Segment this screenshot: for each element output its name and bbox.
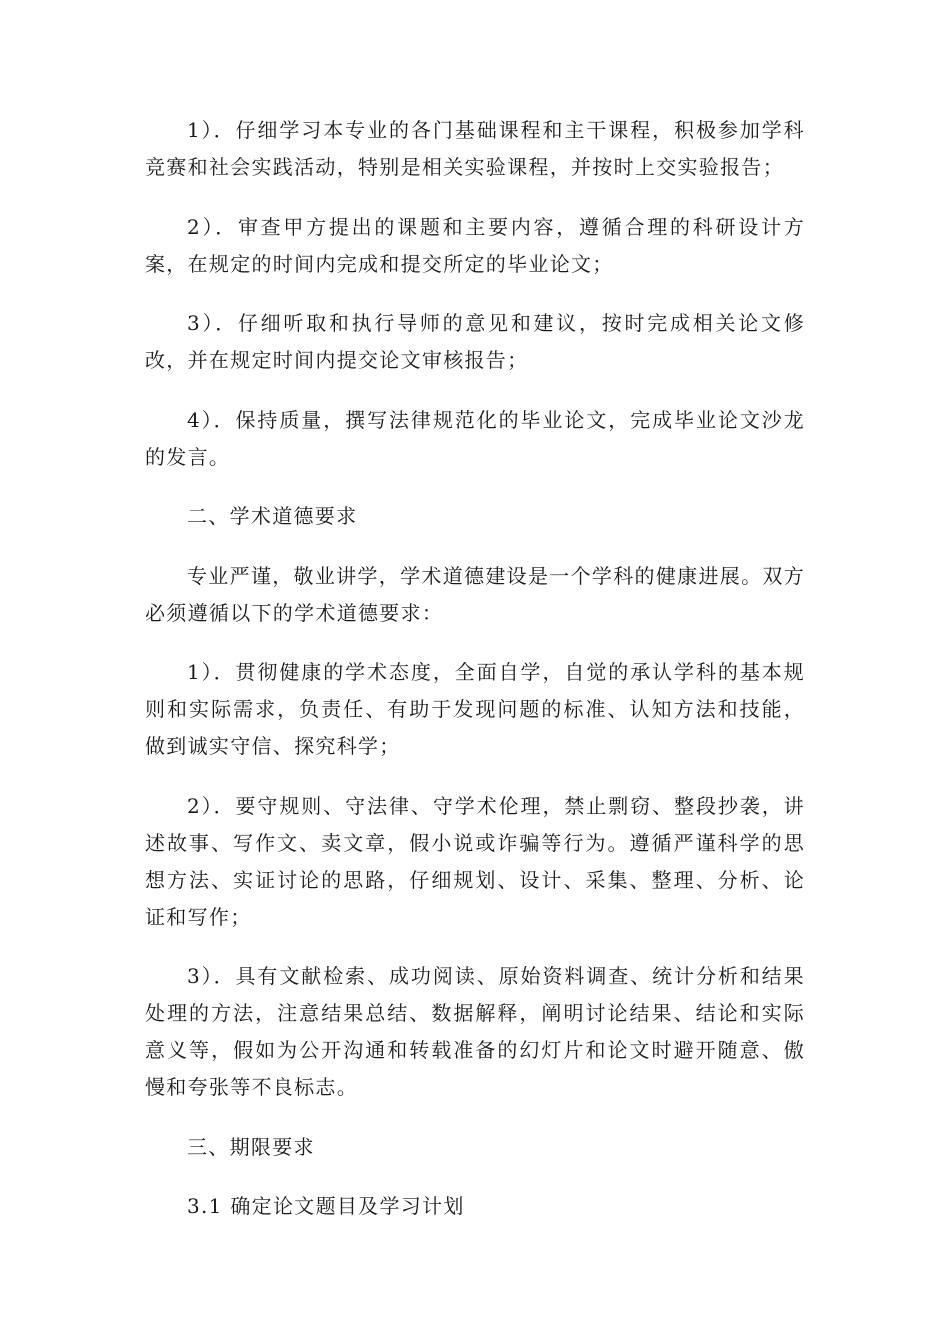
section-heading-deadline: 三、期限要求	[187, 1134, 315, 1159]
paragraph-ethics-3: 3）．具有文献检索、成功阅读、原始资料调查、统计分析和结果处理的方法，注意结果总结、数据解释，阐明讨论结果、结论和实际意义等，假如为公开沟通和转载准备的幻灯片和论文时避开随意、傲慢和夸张等不良标志。	[145, 964, 805, 1099]
section-heading-academic-ethics: 二、学术道德要求	[187, 504, 358, 528]
paragraph-student-duty-3: 3）．仔细听取和执行导师的意见和建议，按时完成相关论文修改，并在规定时间内提交论文审核报告；	[145, 311, 805, 372]
paragraph-ethics-2: 2）．要守规则、守法律、守学术伦理，禁止剽窃、整段抄袭，讲述故事、写作文、卖文章，假小说或诈骗等行为。遵循严谨科学的思想方法、实证讨论的思路，仔细规划、设计、采集、整理、分析、论证和写作；	[145, 793, 805, 929]
paragraph-student-duty-4: 4）．保持质量，撰写法律规范化的毕业论文，完成毕业论文沙龙的发言。	[145, 407, 805, 469]
paragraph-ethics-intro: 专业严谨，敬业讲学，学术道德建设是一个学科的健康进展。双方必须遵循以下的学术道德要求：	[145, 563, 805, 625]
paragraph-student-duty-1: 1）．仔细学习本专业的各门基础课程和主干课程，积极参加学科竞赛和社会实践活动，特别是相关实验课程，并按时上交实验报告；	[145, 118, 805, 179]
document-page	[145, 112, 805, 1248]
subsection-heading-3-1: 3.1 确定论文题目及学习计划	[187, 1194, 465, 1218]
paragraph-ethics-1: 1）．贯彻健康的学术态度，全面自学，自觉的承认学科的基本规则和实际需求，负责任、有助于发现问题的标准、认知方法和技能，做到诚实守信、探究科学；	[145, 660, 805, 758]
paragraph-student-duty-2: 2）．审查甲方提出的课题和主要内容，遵循合理的科研设计方案，在规定的时间内完成和提交所定的毕业论文；	[145, 214, 805, 276]
